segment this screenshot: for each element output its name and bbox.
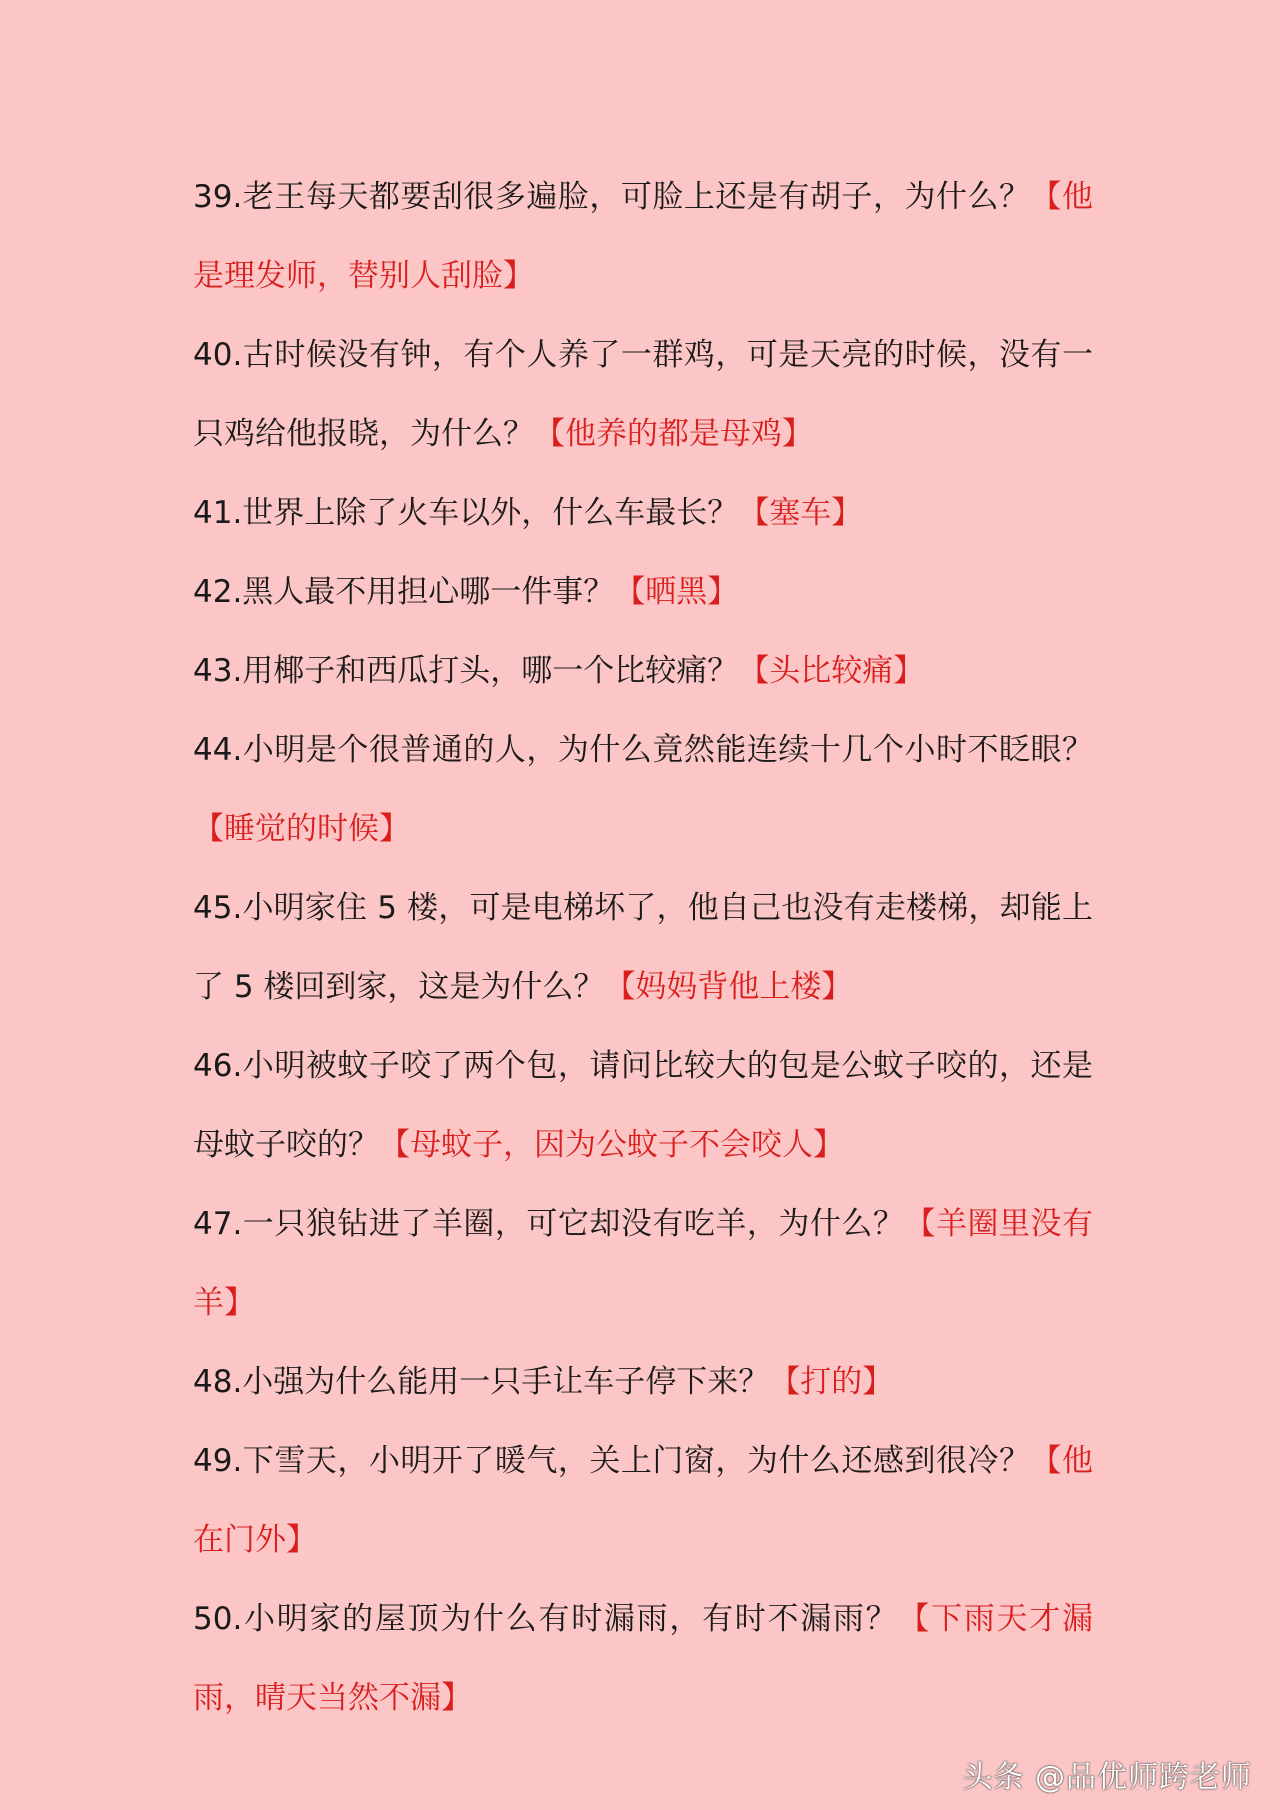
answer-text: 【睡觉的时候】 bbox=[193, 811, 410, 847]
answer-text: 【他在门外】 bbox=[193, 1443, 1093, 1558]
riddle-item bbox=[193, 711, 1093, 869]
question-text: 45.小明家住 5 楼，可是电梯坏了，他自己也没有走楼梯，却能上了 5 楼回到家，这是为什么？ bbox=[193, 890, 1093, 1005]
question-text: 47.一只狼钻进了羊圈，可它却没有吃羊，为什么？ bbox=[193, 1206, 905, 1242]
riddle-item bbox=[193, 632, 1093, 711]
question-text: 43.用椰子和西瓜打头，哪一个比较痛？ bbox=[193, 653, 739, 689]
answer-text: 【他养的都是母鸡】 bbox=[534, 416, 813, 452]
answer-text: 【他是理发师，替别人刮脸】 bbox=[193, 179, 1093, 294]
answer-text: 【下雨天才漏雨，晴天当然不漏】 bbox=[193, 1601, 1093, 1716]
riddle-list bbox=[193, 158, 1093, 1738]
question-text: 40.古时候没有钟，有个人养了一群鸡，可是天亮的时候，没有一只鸡给他报晓，为什么？ bbox=[193, 337, 1093, 452]
question-text: 42.黑人最不用担心哪一件事？ bbox=[193, 574, 615, 610]
answer-text: 【羊圈里没有羊】 bbox=[193, 1206, 1093, 1321]
riddle-item bbox=[193, 553, 1093, 632]
question-text: 49.下雪天，小明开了暖气，关上门窗，为什么还感到很冷？ bbox=[193, 1443, 1031, 1479]
riddle-item bbox=[193, 1343, 1093, 1422]
riddle-item bbox=[193, 1185, 1093, 1343]
answer-text: 【晒黑】 bbox=[614, 574, 739, 610]
riddle-item bbox=[193, 316, 1093, 474]
question-text: 41.世界上除了火车以外，什么车最长？ bbox=[193, 495, 739, 531]
answer-text: 【打的】 bbox=[769, 1364, 894, 1400]
answer-text: 【头比较痛】 bbox=[738, 653, 925, 689]
question-text: 50.小明家的屋顶为什么有时漏雨，有时不漏雨？ bbox=[193, 1601, 899, 1637]
question-text: 48.小强为什么能用一只手让车子停下来？ bbox=[193, 1364, 770, 1400]
question-text: 39.老王每天都要刮很多遍脸，可脸上还是有胡子，为什么？ bbox=[193, 179, 1031, 215]
question-text: 44.小明是个很普通的人，为什么竟然能连续十几个小时不眨眼？ bbox=[193, 732, 1093, 768]
answer-text: 【妈妈背他上楼】 bbox=[604, 969, 853, 1005]
riddle-item bbox=[193, 474, 1093, 553]
answer-text: 【塞车】 bbox=[738, 495, 863, 531]
question-text: 46.小明被蚊子咬了两个包，请问比较大的包是公蚊子咬的，还是母蚊子咬的？ bbox=[193, 1048, 1093, 1163]
riddle-item bbox=[193, 1580, 1093, 1738]
answer-text: 【母蚊子，因为公蚊子不会咬人】 bbox=[379, 1127, 844, 1163]
riddle-item bbox=[193, 1027, 1093, 1185]
watermark: 头条 @品优师跨老师 bbox=[962, 1760, 1252, 1795]
riddle-item bbox=[193, 869, 1093, 1027]
riddle-item bbox=[193, 1422, 1093, 1580]
riddle-item bbox=[193, 158, 1093, 316]
